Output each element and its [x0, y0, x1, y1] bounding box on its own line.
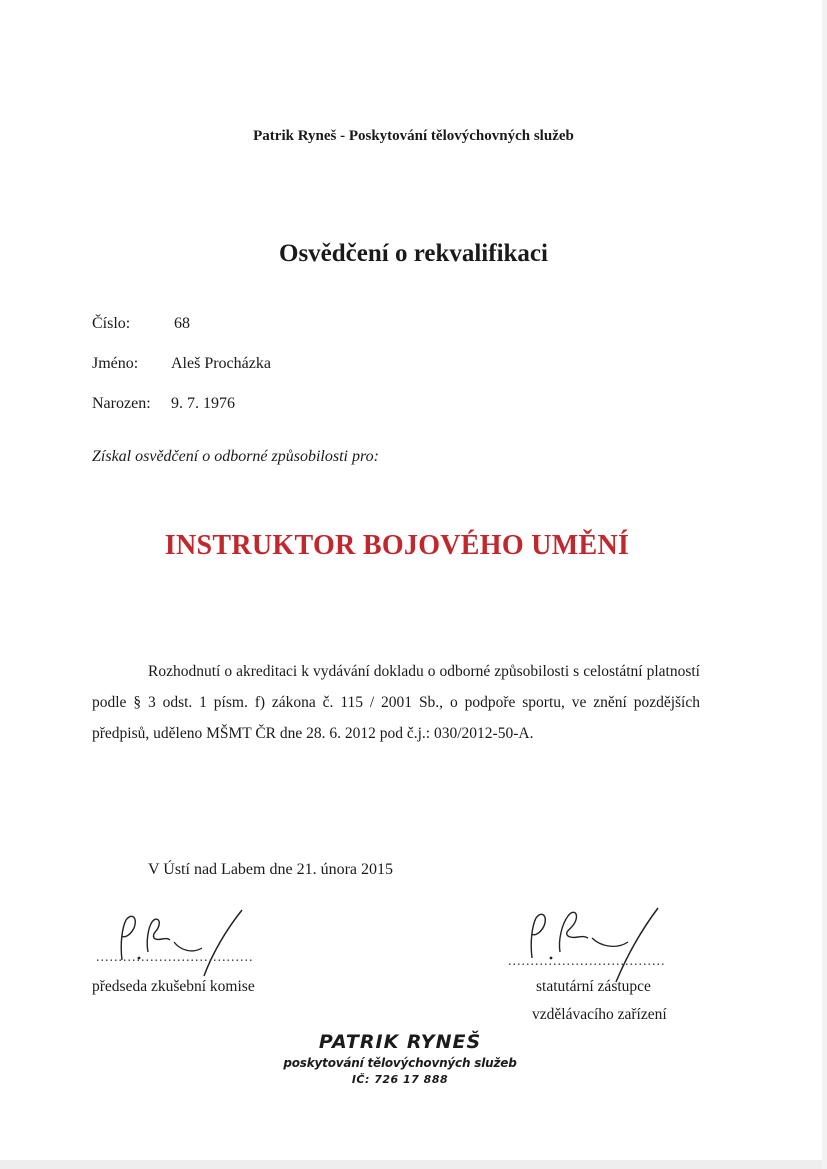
field-jmeno-value: Aleš Procházka [171, 355, 271, 372]
issuer-name: Patrik Ryneš - Poskytování tělovýchovných služeb [253, 128, 574, 144]
document-title: Osvědčení o rekvalifikaci [279, 240, 548, 267]
field-narozen-label: Narozen: [92, 395, 151, 412]
scan-edge-right [822, 0, 827, 1169]
company-stamp [270, 1030, 530, 1088]
signature-right-role-line1: statutární zástupce [536, 978, 651, 995]
stamp-name: PATRIK RYNEŠ [318, 1031, 482, 1053]
signature-left-line: ................................... [96, 950, 254, 965]
accreditation-decision-text: Rozhodnutí o akreditaci k vydávání dokladu o odborné způsobilosti s celostátní platností podle § 3 odst. 1 písm. f) zákona č. 115 / 2001 Sb., o podpoře sportu, ve znění pozdějších předpisů, uděleno MŠMT ČR dne 28. 6. 2012 pod č.j.: 030/2012-50-A. [92, 663, 700, 742]
field-narozen-value: 9. 7. 1976 [171, 395, 235, 412]
field-cislo [92, 315, 190, 333]
field-cislo-label: Číslo: [92, 315, 131, 332]
stamp-ic: IČ: 726 17 888 [351, 1073, 449, 1086]
signature-left-role: předseda zkušební komise [92, 978, 255, 995]
qualification-title: INSTRUKTOR BOJOVÉHO UMĚNÍ [164, 530, 630, 561]
place-and-date: V Ústí nad Labem dne 21. února 2015 [148, 861, 393, 878]
qualification-intro: Získal osvědčení o odborné způsobilosti pro: [92, 448, 379, 465]
field-narozen [92, 395, 235, 413]
field-cislo-value: 68 [174, 315, 190, 332]
accreditation-decision [92, 656, 700, 749]
field-jmeno-label: Jméno: [92, 355, 139, 372]
signature-right-line: ................................... [508, 954, 666, 969]
signature-right-role-line2: vzdělávacího zařízení [532, 1006, 667, 1023]
field-jmeno [92, 355, 271, 373]
stamp-subtitle: poskytování tělovýchovných služeb [283, 1056, 517, 1070]
signature-right-image [520, 896, 680, 986]
signature-left-image [108, 902, 258, 982]
scan-edge-bottom [0, 1160, 827, 1169]
